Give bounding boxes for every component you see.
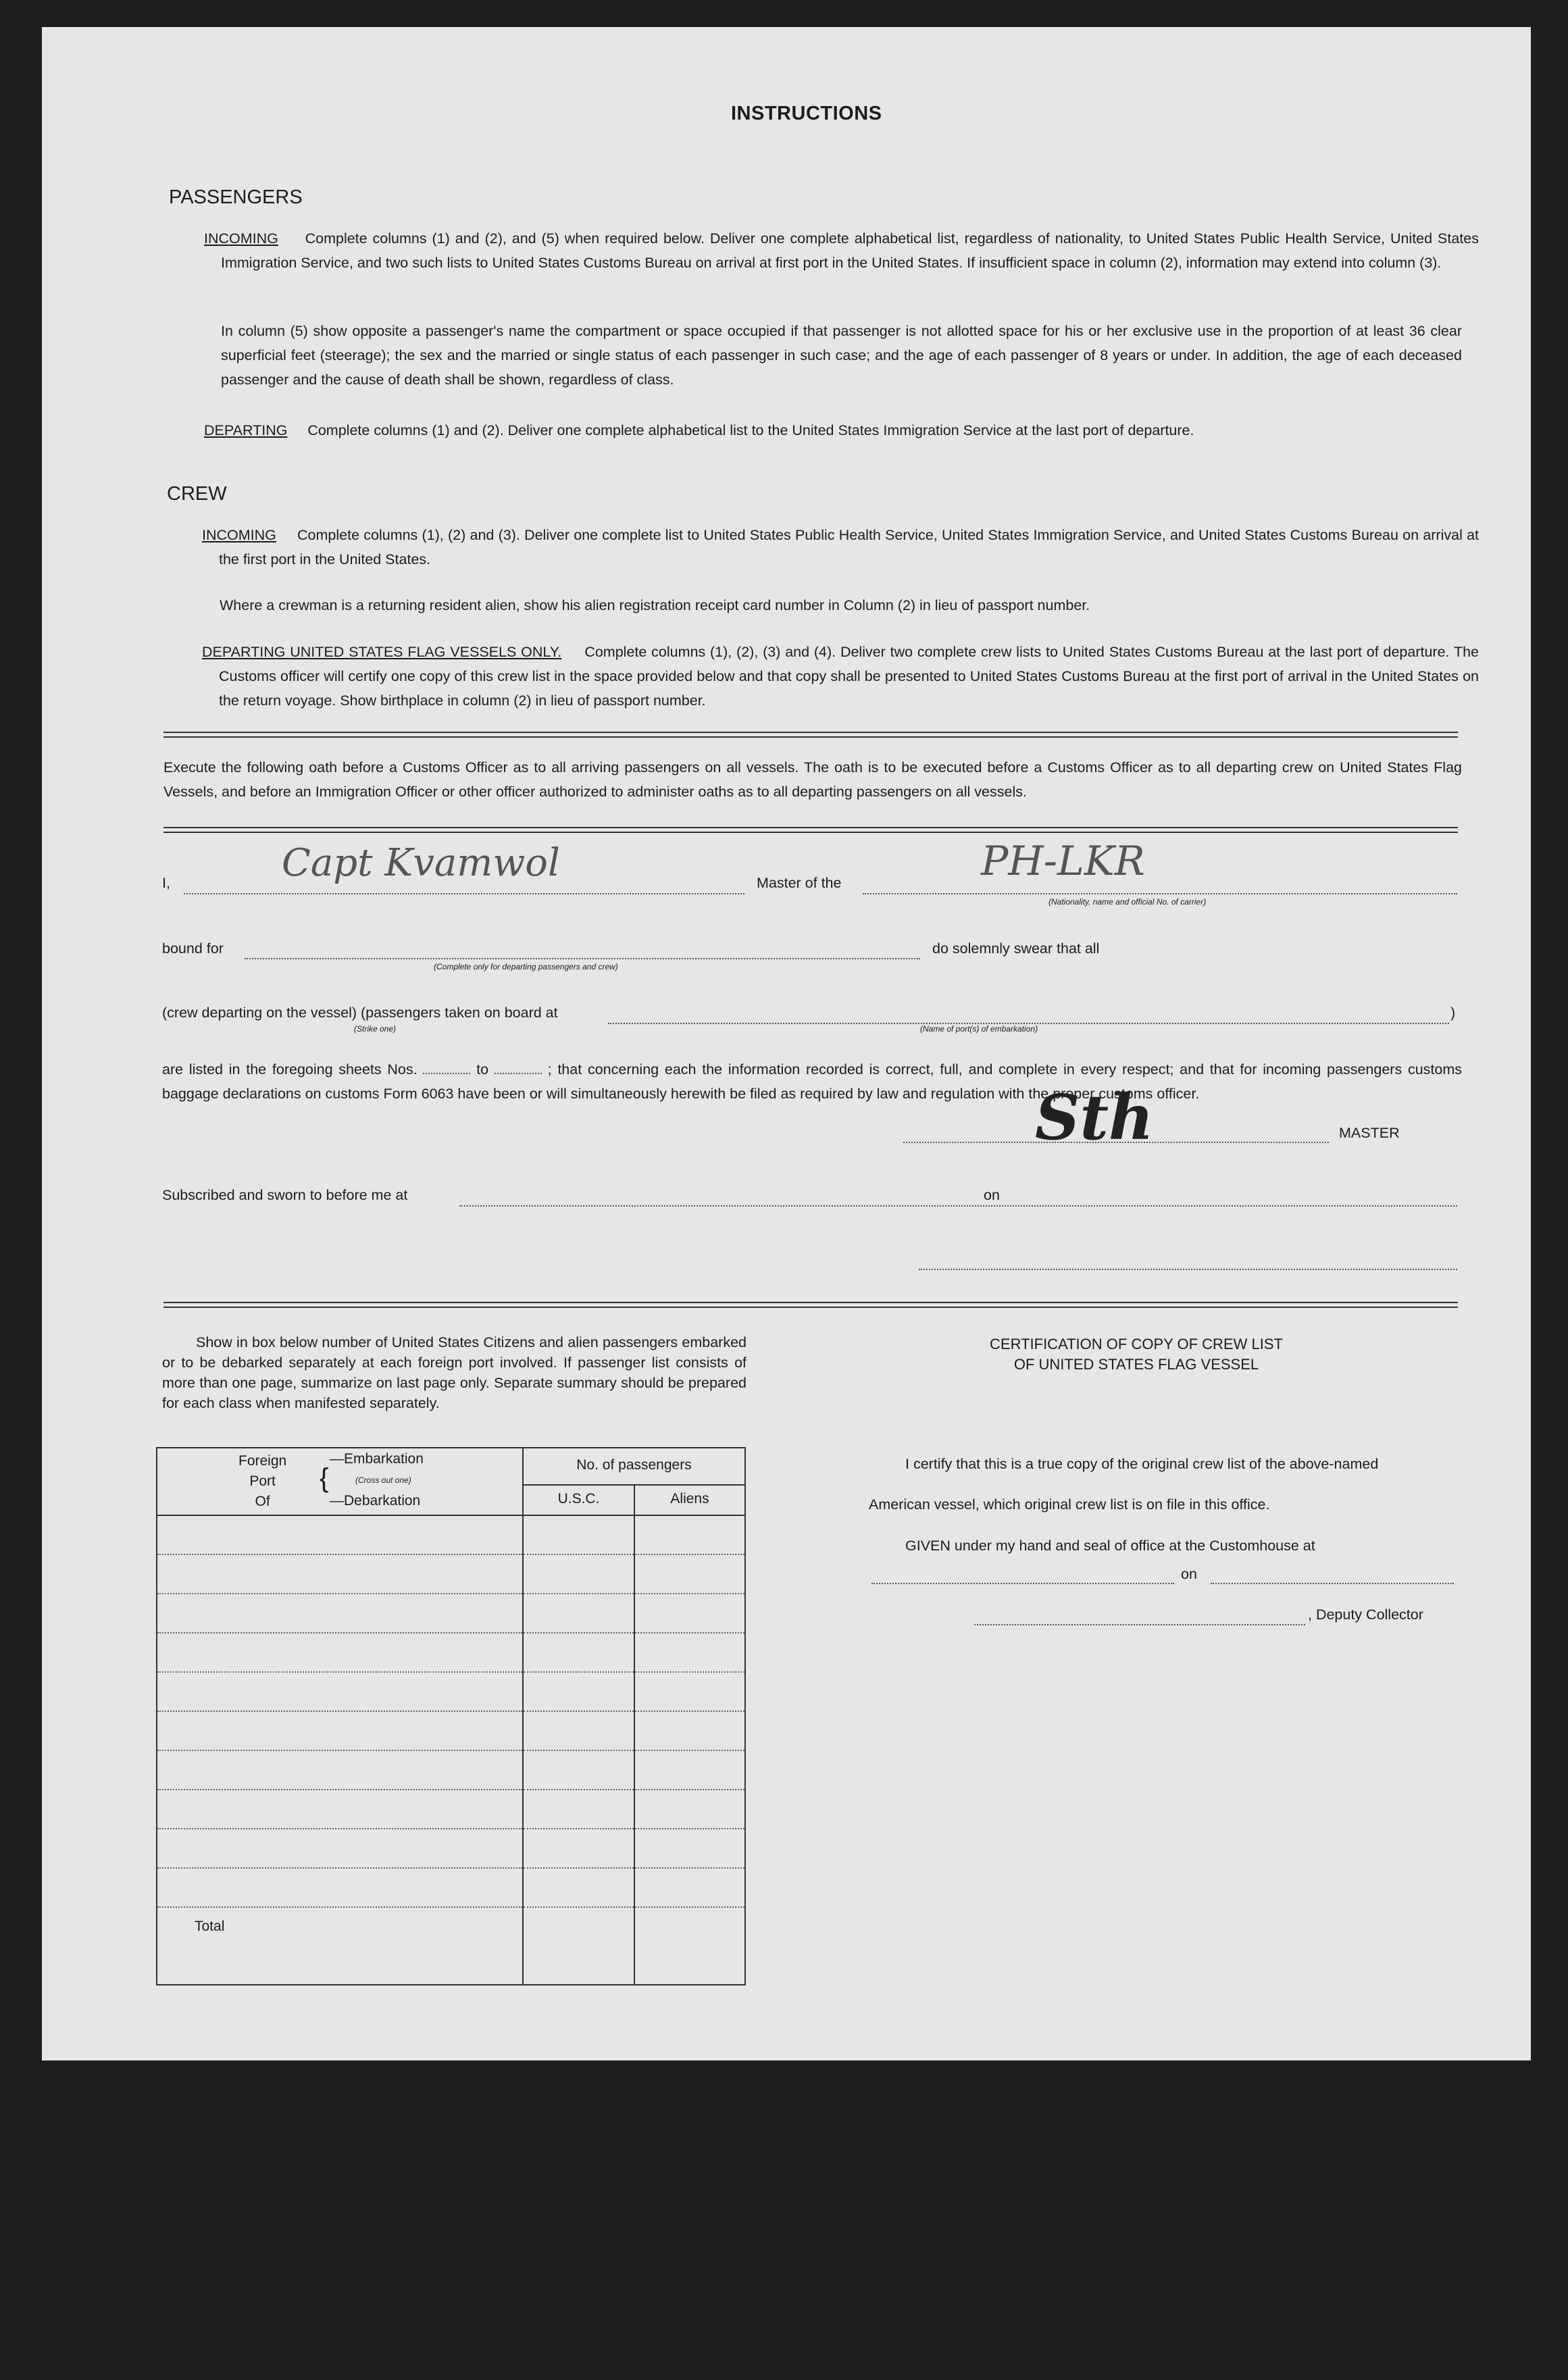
crew-departing-paragraph: [202, 640, 1479, 713]
summary-note: Show in box below number of United States Citizens and alien passengers embarked or to be debarked separately at each foreign port involved. If passenger list consists of more than one page, summarize on last page only. Separate summary should be prepared for each class when manifested separately.: [162, 1334, 747, 1411]
listed-text-2: ; that concerning each the information recorded is correct, full, and complete in every respect; and that for incoming passengers customs baggage declarations on customs Form 6063 have been or will simultaneously herewith be filed as required by law and regulation with the proper customs officer.: [162, 1061, 1463, 1102]
port-label: Port: [249, 1473, 276, 1489]
debarkation-label: —Debarkation: [330, 1493, 421, 1509]
total-label: Total: [195, 1919, 225, 1934]
listed-text-1: are listed in the foregoing sheets Nos.: [162, 1061, 418, 1078]
aliens-label: Aliens: [670, 1491, 709, 1507]
passengers-incoming-text: Complete columns (1) and (2), and (5) when required below. Deliver one complete alphabetical list, regardless of nationality, to United States Public Health Service, United States Immigration Service, and two such lists to United States Customs Bureau on arrival at first port in the United States. If insufficient space in column (2), information may extend into column (3).: [221, 230, 1479, 271]
certify-line-1: I certify that this is a true copy of the original crew list of the above-named: [905, 1456, 1379, 1472]
foreign-port-header: [157, 1448, 523, 1515]
usc-column: [523, 1515, 634, 1985]
crew-incoming-label: INCOMING: [202, 527, 276, 543]
passengers-incoming-paragraph: [204, 226, 1479, 275]
master-signature: Sth: [1035, 1081, 1154, 1154]
given-line: GIVEN under my hand and seal of office at the Customhouse at: [905, 1538, 1315, 1554]
of-label: Of: [255, 1494, 270, 1509]
bound-for-caption: (Complete only for departing passengers and crew): [434, 962, 618, 971]
subscribed-on-label: on: [984, 1187, 1000, 1203]
crew-heading: CREW: [167, 483, 227, 505]
passengers-column5-paragraph: In column (5) show opposite a passenger's name the compartment or space occupied if that passenger is not allotted space for his or her exclusive use in the proportion of at least 36 clear superficial feet (steerage); the sex and the married or single status of each passenger in such case; and the age of each passenger of 8 years or under. In addition, the age of each deceased passenger and the cause of death shall be shown, regardless of class.: [221, 323, 1462, 388]
bound-for-line: [245, 958, 920, 959]
cross-out-caption: (Cross out one): [355, 1475, 411, 1485]
strike-caption: (Strike one): [354, 1024, 397, 1034]
vessel-caption: (Nationality, name and official No. of carrier): [1048, 897, 1207, 907]
vessel-handwritten: PH-LKR: [981, 838, 1145, 885]
port-column: [157, 1515, 523, 1985]
subscribed-date-line: [1005, 1205, 1457, 1207]
oath-divider: [163, 827, 1458, 833]
crew-incoming-paragraph: [202, 523, 1479, 572]
officer-signature-line: [919, 1269, 1457, 1270]
crew-passengers-label: (crew departing on the vessel) (passengers taken on board at: [162, 1005, 558, 1021]
ports-caption: (Name of port(s) of embarkation): [920, 1024, 1038, 1034]
passengers-heading: PASSENGERS: [169, 186, 303, 208]
deputy-signature-line: [974, 1624, 1305, 1625]
certify-line-2: American vessel, which original crew list is on file in this office.: [869, 1496, 1270, 1513]
customhouse-line: [871, 1583, 1174, 1584]
section-divider: [163, 732, 1458, 738]
certification-title: [839, 1334, 1434, 1375]
swear-label: do solemnly swear that all: [932, 940, 1100, 957]
sheet-to-line: [495, 1073, 542, 1074]
oath-i-label: I,: [162, 875, 170, 891]
crew-alien-paragraph: Where a crewman is a returning resident alien, show his alien registration receipt card number in Column (2) in lieu of passport number.: [220, 597, 1090, 613]
instructions-title: INSTRUCTIONS: [731, 103, 882, 124]
listed-paragraph: [162, 1057, 1462, 1106]
passengers-incoming-label: INCOMING: [204, 230, 278, 247]
certification-title-2: OF UNITED STATES FLAG VESSEL: [1013, 1356, 1259, 1373]
sheet-from-line: [423, 1073, 470, 1074]
certification-date-line: [1211, 1583, 1454, 1584]
certification-on-label: on: [1181, 1566, 1197, 1582]
no-of-passengers-header: [523, 1448, 745, 1515]
subscribed-place-line: [459, 1205, 1017, 1207]
foreign-label: Foreign: [238, 1453, 287, 1469]
brace: {: [320, 1463, 329, 1493]
aliens-column: [634, 1515, 745, 1985]
passengers-departing-label: DEPARTING: [204, 422, 288, 438]
usc-label: U.S.C.: [524, 1486, 635, 1515]
master-of-label: Master of the: [757, 875, 842, 891]
certification-title-1: CERTIFICATION OF COPY OF CREW LIST: [990, 1336, 1283, 1352]
document-page: [42, 27, 1531, 2060]
deputy-collector-label: , Deputy Collector: [1308, 1606, 1423, 1623]
passengers-departing-text: Complete columns (1) and (2). Deliver one complete alphabetical list to the United States Immigration Service at the last port of departure.: [307, 422, 1194, 438]
crew-incoming-text: Complete columns (1), (2) and (3). Deliver one complete list to United States Public Health Service, United States Immigration Service, and United States Customs Bureau on arrival at the first port in the United States.: [219, 527, 1480, 567]
to-label: to: [476, 1061, 489, 1078]
lower-divider: [163, 1302, 1458, 1308]
vessel-line: [863, 893, 1457, 894]
close-paren: ): [1450, 1005, 1456, 1021]
master-name-handwritten: Capt Kvamwol: [282, 841, 560, 885]
master-name-line: [184, 893, 744, 894]
crew-departing-label: DEPARTING UNITED STATES FLAG VESSELS ONLY.: [202, 644, 562, 660]
embarkation-label: —Embarkation: [330, 1451, 424, 1467]
subscribed-label: Subscribed and sworn to before me at: [162, 1187, 408, 1203]
oath-intro: Execute the following oath before a Customs Officer as to all arriving passengers on all vessels. The oath is to be executed before a Customs Officer as to all departing crew on United States Flag Vessels, and before an Immigration Officer or other officer authorized to administer oaths as to all departing passengers on all vessels.: [163, 759, 1462, 800]
passengers-departing-paragraph: [204, 418, 1462, 442]
passenger-summary-table: [156, 1447, 746, 1985]
crew-departing-text: Complete columns (1), (2), (3) and (4). Deliver two complete crew lists to United States Customs Bureau at the last port of departure. The Customs officer will certify one copy of this crew list in the space provided below and that copy shall be presented to United States Customs Bureau at the first port of arrival in the United States on the return voyage. Show birthplace in column (2) in lieu of passport number.: [219, 644, 1479, 709]
master-label: MASTER: [1339, 1125, 1400, 1141]
bound-for-label: bound for: [162, 940, 224, 957]
no-of-passengers-label: No. of passengers: [524, 1448, 744, 1486]
